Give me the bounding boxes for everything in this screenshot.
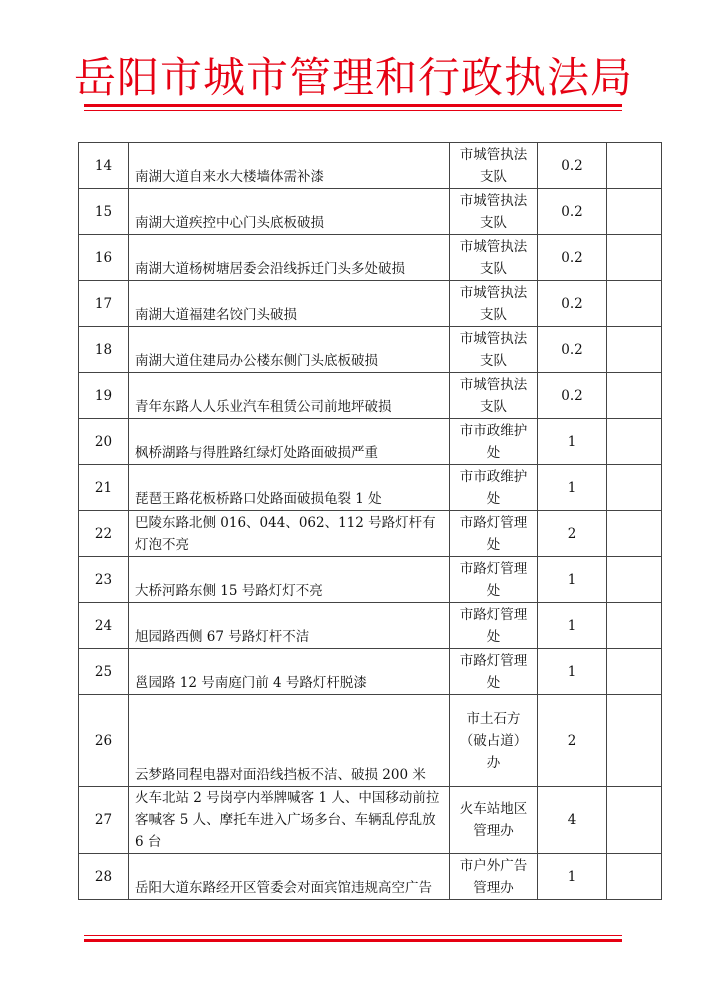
issue-description: 南湖大道福建名饺门头破损 — [129, 281, 450, 327]
table-row — [79, 189, 662, 235]
row-number: 15 — [79, 189, 129, 235]
issue-description: 南湖大道杨树塘居委会沿线拆迁门头多处破损 — [129, 235, 450, 281]
remarks-cell — [607, 557, 662, 603]
footer-divider-thin — [84, 935, 622, 936]
deduction-score: 0.2 — [538, 189, 607, 235]
row-number: 21 — [79, 465, 129, 511]
responsible-unit: 市城管执法支队 — [450, 189, 538, 235]
issue-description: 云梦路同程电器对面沿线挡板不洁、破损 200 米 — [129, 695, 450, 787]
row-number: 18 — [79, 327, 129, 373]
remarks-cell — [607, 419, 662, 465]
responsible-unit: 市路灯管理处 — [450, 649, 538, 695]
remarks-cell — [607, 235, 662, 281]
row-number: 19 — [79, 373, 129, 419]
deduction-score: 0.2 — [538, 373, 607, 419]
responsible-unit: 市土石方（破占道）办 — [450, 695, 538, 787]
table-row — [79, 787, 662, 854]
table-row — [79, 511, 662, 557]
row-number: 25 — [79, 649, 129, 695]
table-row — [79, 281, 662, 327]
row-number: 22 — [79, 511, 129, 557]
responsible-unit: 市路灯管理处 — [450, 557, 538, 603]
header-divider-thin — [84, 110, 622, 111]
issue-description: 邕园路 12 号南庭门前 4 号路灯杆脱漆 — [129, 649, 450, 695]
remarks-cell — [607, 511, 662, 557]
table-row — [79, 327, 662, 373]
responsible-unit: 市路灯管理处 — [450, 603, 538, 649]
table-row — [79, 854, 662, 900]
table-row — [79, 143, 662, 189]
responsible-unit: 市城管执法支队 — [450, 143, 538, 189]
remarks-cell — [607, 143, 662, 189]
table-row — [79, 557, 662, 603]
row-number: 26 — [79, 695, 129, 787]
responsible-unit: 火车站地区管理办 — [450, 787, 538, 854]
table-row — [79, 649, 662, 695]
row-number: 16 — [79, 235, 129, 281]
responsible-unit: 市城管执法支队 — [450, 373, 538, 419]
issue-description: 旭园路西侧 67 号路灯杆不洁 — [129, 603, 450, 649]
deduction-score: 0.2 — [538, 143, 607, 189]
deduction-score: 1 — [538, 854, 607, 900]
deduction-score: 0.2 — [538, 281, 607, 327]
responsible-unit: 市城管执法支队 — [450, 235, 538, 281]
remarks-cell — [607, 695, 662, 787]
deduction-score: 1 — [538, 465, 607, 511]
issue-description: 岳阳大道东路经开区管委会对面宾馆违规高空广告 — [129, 854, 450, 900]
row-number: 23 — [79, 557, 129, 603]
remarks-cell — [607, 603, 662, 649]
responsible-unit: 市路灯管理处 — [450, 511, 538, 557]
letterhead-title: 岳阳市城市管理和行政执法局 — [73, 53, 633, 102]
row-number: 24 — [79, 603, 129, 649]
row-number: 20 — [79, 419, 129, 465]
row-number: 28 — [79, 854, 129, 900]
remarks-cell — [607, 189, 662, 235]
issue-description: 南湖大道疾控中心门头底板破损 — [129, 189, 450, 235]
table-row — [79, 603, 662, 649]
responsible-unit: 市市政维护处 — [450, 419, 538, 465]
deduction-score: 1 — [538, 557, 607, 603]
table-row — [79, 235, 662, 281]
deduction-score: 0.2 — [538, 235, 607, 281]
header-divider-thick — [84, 104, 622, 107]
deduction-score: 0.2 — [538, 327, 607, 373]
table-row — [79, 419, 662, 465]
issue-description: 琵琶王路花板桥路口处路面破损龟裂 1 处 — [129, 465, 450, 511]
table-row — [79, 695, 662, 787]
remarks-cell — [607, 373, 662, 419]
deduction-score: 1 — [538, 419, 607, 465]
issue-description: 南湖大道住建局办公楼东侧门头底板破损 — [129, 327, 450, 373]
remarks-cell — [607, 465, 662, 511]
records-table — [78, 142, 662, 900]
row-number: 27 — [79, 787, 129, 854]
deduction-score: 2 — [538, 511, 607, 557]
row-number: 17 — [79, 281, 129, 327]
issue-description: 南湖大道自来水大楼墙体需补漆 — [129, 143, 450, 189]
remarks-cell — [607, 787, 662, 854]
footer-divider-thick — [84, 939, 622, 942]
responsible-unit: 市城管执法支队 — [450, 281, 538, 327]
deduction-score: 1 — [538, 649, 607, 695]
issue-description: 青年东路人人乐业汽车租赁公司前地坪破损 — [129, 373, 450, 419]
responsible-unit: 市户外广告管理办 — [450, 854, 538, 900]
remarks-cell — [607, 854, 662, 900]
remarks-cell — [607, 281, 662, 327]
deduction-score: 2 — [538, 695, 607, 787]
responsible-unit: 市市政维护处 — [450, 465, 538, 511]
table-row — [79, 373, 662, 419]
row-number: 14 — [79, 143, 129, 189]
remarks-cell — [607, 649, 662, 695]
remarks-cell — [607, 327, 662, 373]
table-row — [79, 465, 662, 511]
records-table-body — [79, 143, 662, 900]
issue-description: 大桥河路东侧 15 号路灯灯不亮 — [129, 557, 450, 603]
deduction-score: 4 — [538, 787, 607, 854]
issue-description: 巴陵东路北侧 016、044、062、112 号路灯杆有灯泡不亮 — [129, 511, 450, 557]
issue-description: 火车北站 2 号岗亭内举牌喊客 1 人、中国移动前拉客喊客 5 人、摩托车进入广场多台、车辆乱停乱放 6 台 — [129, 787, 450, 854]
issue-description: 枫桥湖路与得胜路红绿灯处路面破损严重 — [129, 419, 450, 465]
deduction-score: 1 — [538, 603, 607, 649]
responsible-unit: 市城管执法支队 — [450, 327, 538, 373]
